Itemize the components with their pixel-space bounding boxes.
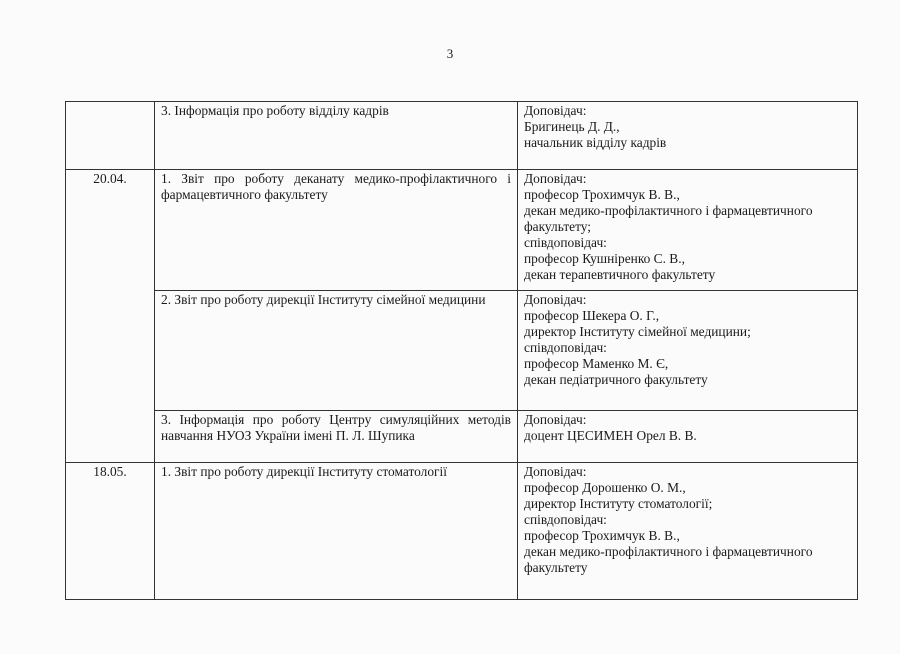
speaker-line: Доповідач:	[524, 292, 587, 307]
speaker-line: факультету	[524, 560, 588, 575]
speaker-line: начальник відділу кадрів	[524, 135, 667, 150]
speaker-line: професор Трохимчук В. В.,	[524, 187, 680, 202]
speaker-line: співдоповідач:	[524, 512, 607, 527]
speaker-cell	[518, 102, 858, 170]
speaker-line: професор Дорошенко О. М.,	[524, 480, 686, 495]
agenda-item: 3. Інформація про роботу відділу кадрів	[155, 102, 518, 170]
speaker-line: професор Кушніренко С. В.,	[524, 251, 685, 266]
speaker-line: Доповідач:	[524, 171, 587, 186]
speaker-cell	[518, 411, 858, 463]
table-row	[66, 170, 858, 291]
date-cell: 20.04.	[66, 170, 155, 463]
speaker-cell	[518, 463, 858, 600]
agenda-item: 3. Інформація про роботу Центру симуляційних методів навчання НУОЗ України імені П. Л. Шупика	[155, 411, 518, 463]
meeting-plan-table	[65, 101, 858, 600]
speaker-line: декан педіатричного факультету	[524, 372, 708, 387]
speaker-line: факультету;	[524, 219, 592, 234]
speaker-line: професор Маменко М. Є,	[524, 356, 669, 371]
speaker-line: професор Трохимчук В. В.,	[524, 528, 680, 543]
speaker-line: Доповідач:	[524, 103, 587, 118]
page-number: 3	[446, 46, 454, 61]
speaker-line: директор Інституту сімейної медицини;	[524, 324, 751, 339]
speaker-line: співдоповідач:	[524, 340, 607, 355]
date-cell: 18.05.	[66, 463, 155, 600]
table-row	[66, 291, 858, 411]
speaker-line: декан медико-профілактичного і фармацевтичного	[524, 203, 813, 218]
date-cell	[66, 102, 155, 170]
table-row	[66, 102, 858, 170]
table-row	[66, 463, 858, 600]
speaker-line: професор Шекера О. Г.,	[524, 308, 660, 323]
speaker-line: доцент ЦЕСИМЕН Орел В. В.	[524, 428, 697, 443]
speaker-cell	[518, 170, 858, 291]
speaker-line: Бригинець Д. Д.,	[524, 119, 620, 134]
speaker-cell	[518, 291, 858, 411]
speaker-line: декан медико-профілактичного і фармацевтичного	[524, 544, 813, 559]
speaker-line: декан терапевтичного факультету	[524, 267, 716, 282]
speaker-line: співдоповідач:	[524, 235, 607, 250]
speaker-line: Доповідач:	[524, 464, 587, 479]
agenda-item: 2. Звіт про роботу дирекції Інституту сімейної медицини	[155, 291, 518, 411]
table-row	[66, 411, 858, 463]
agenda-item: 1. Звіт про роботу дирекції Інституту стоматології	[155, 463, 518, 600]
speaker-line: Доповідач:	[524, 412, 587, 427]
speaker-line: директор Інституту стоматології;	[524, 496, 713, 511]
agenda-item: 1. Звіт про роботу деканату медико-профілактичного і фармацевтичного факультету	[155, 170, 518, 291]
